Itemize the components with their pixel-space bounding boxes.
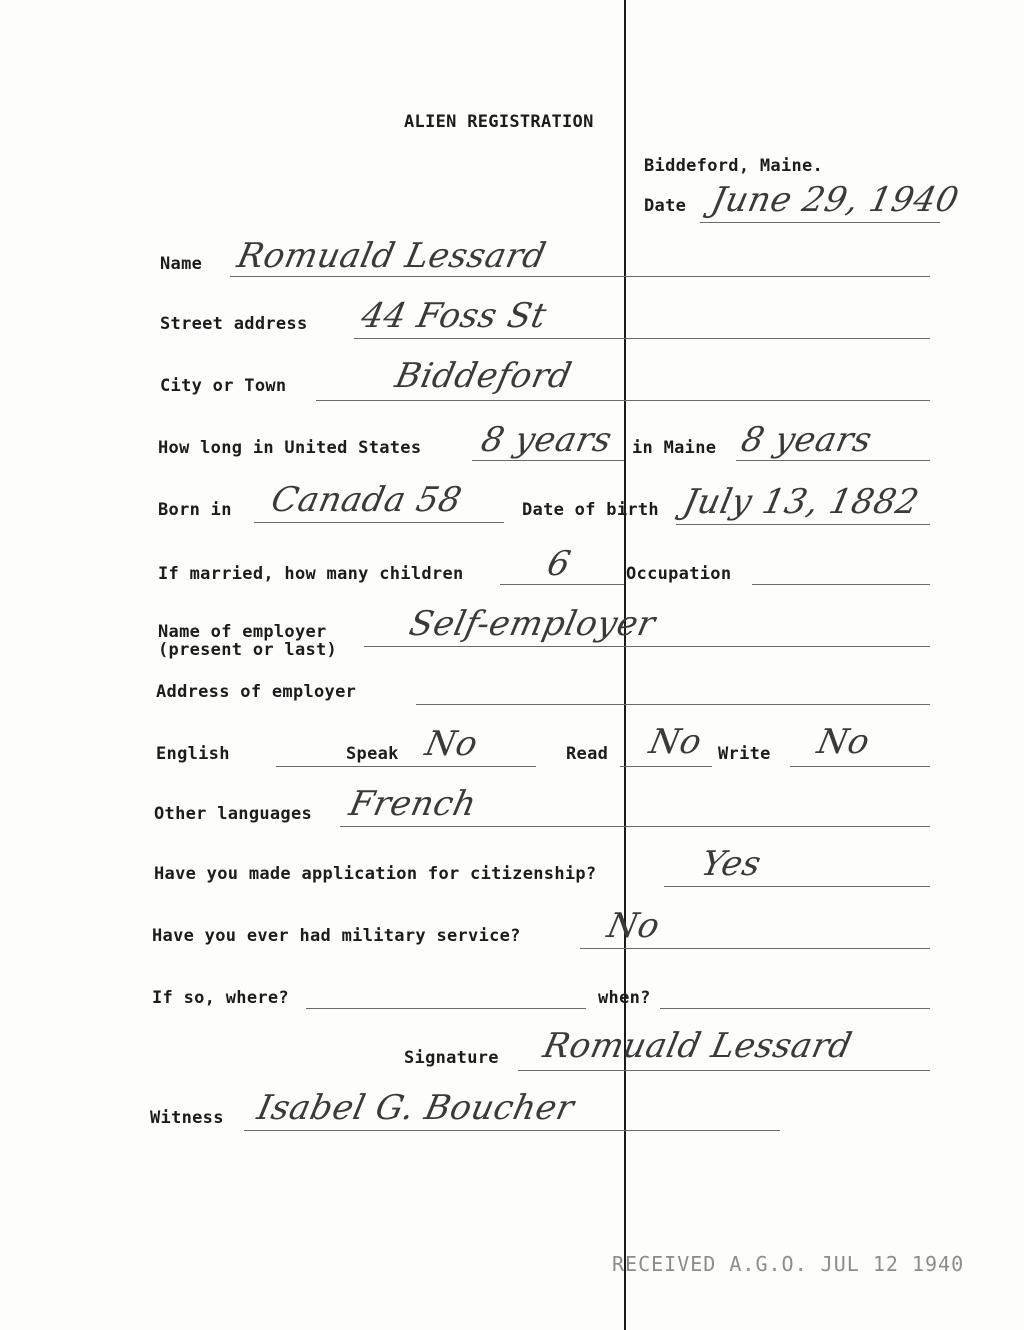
where-label: If so, where? [152, 988, 289, 1008]
employer-line [364, 646, 930, 647]
speak-value: No [421, 724, 482, 764]
name-line [230, 276, 930, 277]
employer-sublabel: (present or last) [158, 640, 338, 660]
when-label: when? [598, 988, 651, 1008]
read-value: No [645, 722, 706, 762]
city-value: Biddeford [391, 356, 576, 396]
military-value: No [603, 906, 664, 946]
date-label: Date [644, 196, 687, 216]
where-line [306, 1008, 586, 1009]
date-line [700, 222, 940, 223]
born-label: Born in [158, 500, 232, 520]
speak-label: Speak [346, 744, 399, 764]
other-lang-value: French [345, 784, 481, 824]
write-label: Write [718, 744, 771, 764]
received-stamp: RECEIVED A.G.O. JUL 12 1940 [612, 1252, 965, 1276]
maine-value: 8 years [737, 420, 876, 460]
street-line [354, 338, 930, 339]
other-lang-line [340, 826, 930, 827]
when-line [660, 1008, 930, 1009]
us-line [472, 460, 624, 461]
form-title: ALIEN REGISTRATION [404, 112, 594, 132]
employer-value: Self-employer [405, 604, 659, 644]
employer-label: Name of employer [158, 622, 327, 642]
signature-label: Signature [404, 1048, 499, 1068]
speak-line [276, 766, 536, 767]
maine-line [736, 460, 930, 461]
city-line [316, 400, 930, 401]
children-line [500, 584, 624, 585]
occupation-label: Occupation [626, 564, 732, 584]
write-line [790, 766, 930, 767]
military-line [580, 948, 930, 949]
emp-address-label: Address of employer [156, 682, 357, 702]
signature-value: Romuald Lessard [539, 1026, 856, 1066]
citizenship-value: Yes [697, 844, 765, 884]
us-label: How long in United States [158, 438, 422, 458]
write-value: No [813, 722, 874, 762]
born-value: Canada 58 [267, 480, 466, 520]
city-label: City or Town [160, 376, 287, 396]
read-label: Read [566, 744, 609, 764]
emp-address-line [416, 704, 930, 705]
dob-value: July 13, 1882 [679, 482, 923, 522]
born-line [254, 522, 504, 523]
witness-line [244, 1130, 780, 1131]
signature-line [518, 1070, 930, 1071]
children-label: If married, how many children [158, 564, 464, 584]
citizenship-label: Have you made application for citizenship? [154, 864, 597, 884]
witness-value: Isabel G. Boucher [253, 1088, 578, 1128]
witness-label: Witness [150, 1108, 224, 1128]
military-label: Have you ever had military service? [152, 926, 521, 946]
us-value: 8 years [477, 420, 616, 460]
date-value: June 29, 1940 [707, 180, 963, 220]
street-label: Street address [160, 314, 308, 334]
english-label: English [156, 744, 230, 764]
dob-line [676, 524, 930, 525]
citizenship-line [664, 886, 930, 887]
other-lang-label: Other languages [154, 804, 313, 824]
name-value: Romuald Lessard [233, 236, 550, 276]
occupation-line [752, 584, 930, 585]
maine-label: in Maine [632, 438, 717, 458]
place-label: Biddeford, Maine. [644, 156, 824, 176]
read-line [620, 766, 712, 767]
street-value: 44 Foss St [357, 296, 551, 336]
name-label: Name [160, 254, 203, 274]
dob-label: Date of birth [522, 500, 659, 520]
children-value: 6 [543, 544, 575, 584]
